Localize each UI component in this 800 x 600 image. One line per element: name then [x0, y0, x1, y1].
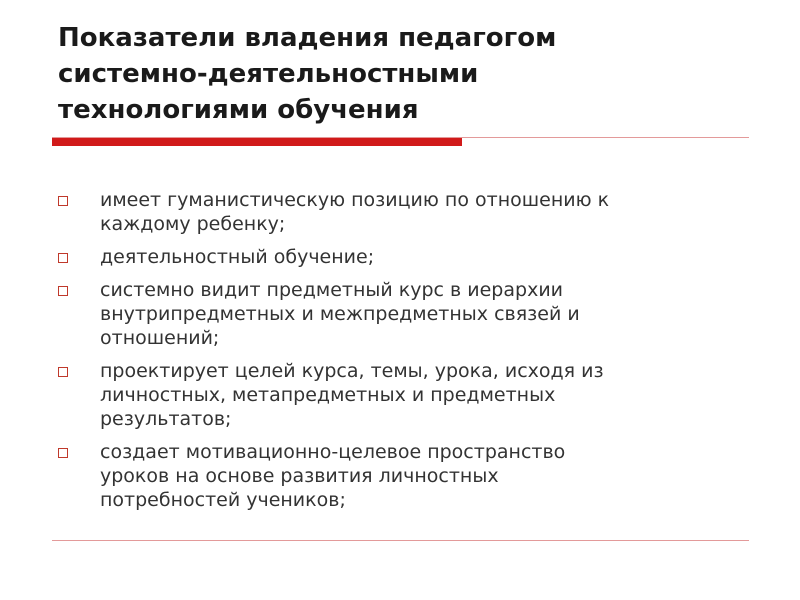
bullet-line: потребностей учеников; — [100, 489, 346, 511]
footer-divider — [52, 540, 749, 541]
hollow-square-icon — [58, 286, 68, 296]
bullet-text — [100, 188, 748, 236]
hollow-square-icon — [58, 448, 68, 458]
list-item — [58, 278, 748, 350]
list-item — [58, 440, 748, 512]
list-item — [58, 245, 748, 269]
bullet-line: создает мотивационно-целевое пространство — [100, 441, 566, 463]
bullet-text — [100, 278, 748, 350]
title-line: технологиями обучения — [58, 95, 419, 125]
hollow-square-icon — [58, 367, 68, 377]
bullet-line: результатов; — [100, 408, 232, 430]
bullet-line: уроков на основе развития личностных — [100, 465, 499, 487]
hollow-square-icon — [58, 253, 68, 263]
title-underline-accent-bar — [52, 138, 462, 146]
bullet-line: внутрипредметных и межпредметных связей и — [100, 303, 580, 325]
title-line: системно-деятельностными — [58, 59, 479, 89]
bullet-list — [58, 188, 748, 521]
list-item — [58, 188, 748, 236]
bullet-line: каждому ребенку; — [100, 213, 286, 235]
bullet-line: системно видит предметный курс в иерархии — [100, 279, 564, 301]
title-line: Показатели владения педагогом — [58, 23, 557, 53]
bullet-line: отношений; — [100, 327, 220, 349]
bullet-line: имеет гуманистическую позицию по отношению к — [100, 189, 610, 211]
hollow-square-icon — [58, 196, 68, 206]
bullet-line: личностных, метапредметных и предметных — [100, 384, 556, 406]
bullet-text — [100, 245, 748, 269]
slide-title — [58, 20, 758, 128]
bullet-line: деятельностный обучение; — [100, 246, 375, 268]
bullet-text — [100, 440, 748, 512]
bullet-text — [100, 359, 748, 431]
bullet-line: проектирует целей курса, темы, урока, исходя из — [100, 360, 604, 382]
list-item — [58, 359, 748, 431]
